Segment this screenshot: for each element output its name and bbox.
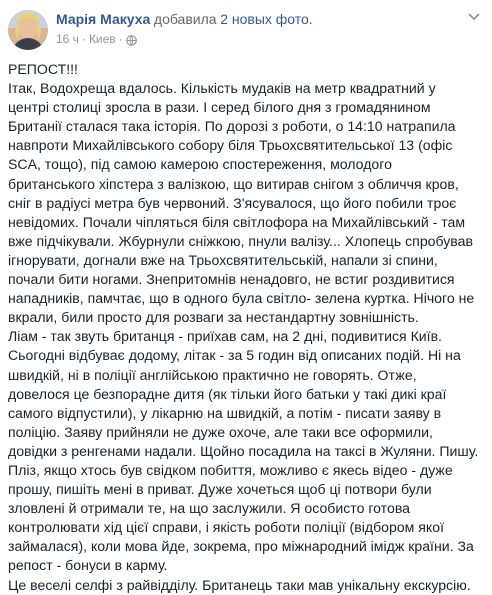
- author-avatar[interactable]: [8, 10, 48, 50]
- post-options-button[interactable]: [466, 10, 482, 24]
- separator-dot: ·: [118, 32, 123, 46]
- author-name-link[interactable]: Марія Макуха: [56, 11, 151, 27]
- post-timestamp[interactable]: 16 ч: [56, 32, 79, 46]
- post-paragraph: Ітак, Водохреща вдалось. Кількість мудаків на метр квадратний у центрі столиці зросла в рази. І серед білого дня з громадянином Британії сталася така історія. По дорозі з роботи, о 14:10 натрапила навпроти Михайлівського собору біля Трьохсвятительської 13 (офіс SCA, тощо), під самою камерою спостереження, молодого британського хіпстера з валізкою, що витирав снігом з обличчя кров, сніг в радіусі метра був червоний. З'ясувалося, що його побили троє невідомих. Почали чіпляться біля світлофора на Михайлівський - там вже підчікували. Жбурнули сніжкою, пнули валізу... Хлопець спробував ігнорувати, догнали вже на Трьохсвятительській, напали зі спини, почали бити ногами. Знепритомнів ненадовго, не встиг роздивитися нападників, памчтає, що в одного була світло- зелена куртка. Нічого не вкрали, били просто для розваги за нестандартну зовнішність.: [8, 80, 475, 326]
- post-paragraph: РЕПОСТ!!!: [8, 61, 78, 77]
- separator-dot: ·: [81, 32, 86, 46]
- post-title-line: [56, 11, 484, 28]
- globe-icon[interactable]: [126, 34, 137, 45]
- avatar-image: [8, 10, 48, 50]
- post-meta: [56, 10, 484, 47]
- post-subline: [56, 31, 484, 47]
- post-paragraph: Пліз, якщо хтось був свідком побиття, можливо є якесь відео - дуже прошу, пишіть мені в приват. Дуже хочеться щоб ці потвори були зловлені й отримали те, на що заслужили. Я особисто готова контролювати хід цієї справи, і якість роботи поліції (відбором якої займалася), коли мова йде, зокрема, про міжнародний імідж країни. За репост - бонуси в карму.: [8, 461, 474, 574]
- photo-count-link[interactable]: 2 новых фото.: [220, 11, 313, 27]
- post-header: [8, 10, 484, 56]
- chevron-down-icon: [468, 8, 480, 26]
- post-paragraph: Це веселі селфі з райвідділу. Британець таки мав унікальну екскурсію.: [8, 576, 471, 593]
- post-action-text: добавила: [153, 11, 217, 27]
- post-body: [8, 60, 484, 595]
- post-location[interactable]: Киев: [88, 32, 116, 46]
- post-paragraph: Ліам - так звуть британця - приїхав сам, на 2 дні, подивитися Київ. Сьогодні відбуває додому, літак - за 5 годин від описаних подій. Ні на швидкій, ні в поліції англійською практично не говорять. Отже, довелося це безпорадне дитя (як тільки його батьки у такі дикі краї самого відпустили), у лікарню на швидкій, а потім - писати заяву в поліцію. Заяву прийняли не дуже охоче, але таки все оформили, довідки з ренгенами надали. Щойно посадила на таксі в Жуляни. Пишу.: [8, 328, 479, 459]
